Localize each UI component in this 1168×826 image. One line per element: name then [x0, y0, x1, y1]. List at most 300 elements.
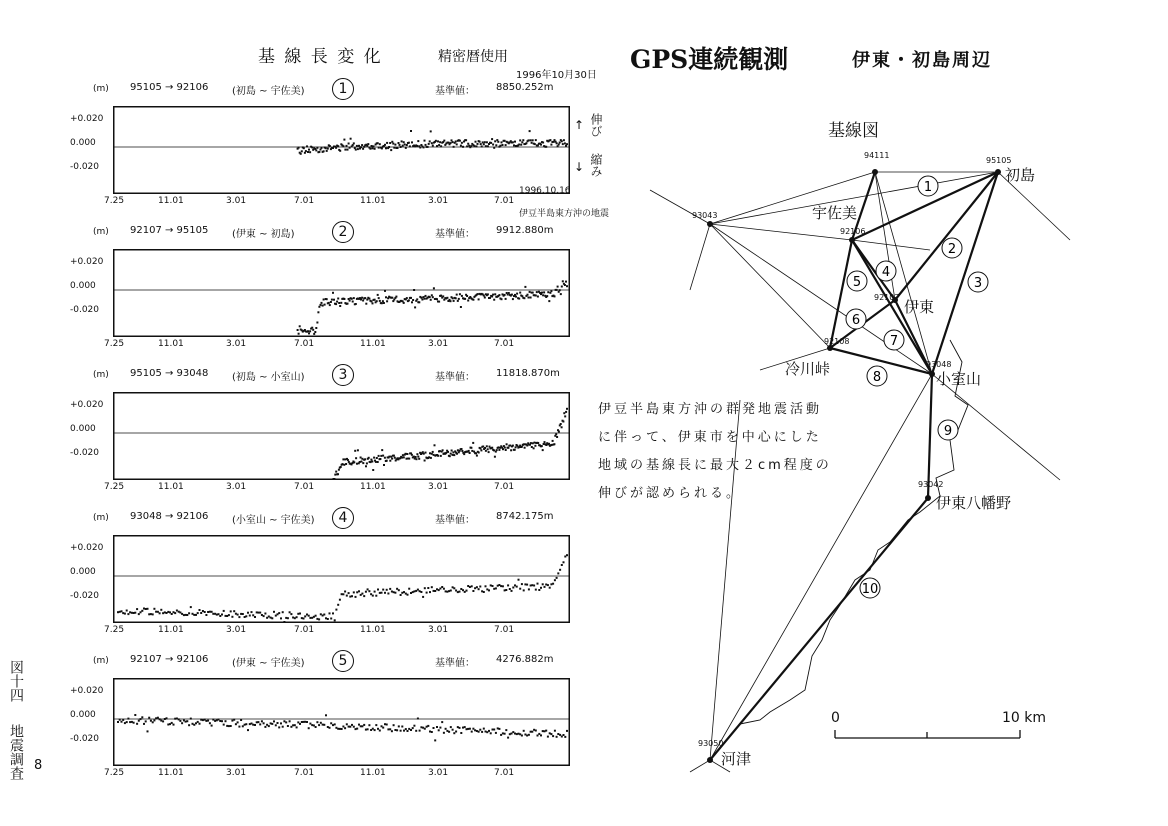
- data-point: [542, 730, 544, 732]
- data-point: [430, 130, 432, 132]
- data-point: [447, 451, 449, 453]
- data-point: [414, 306, 416, 308]
- data-point: [344, 591, 346, 593]
- data-point: [408, 728, 410, 730]
- data-point: [563, 139, 565, 141]
- data-point: [408, 142, 410, 144]
- data-point: [419, 730, 421, 732]
- data-point: [543, 291, 545, 293]
- panel-frame: [114, 679, 570, 766]
- data-point: [423, 146, 425, 148]
- data-point: [493, 729, 495, 731]
- data-point: [352, 144, 354, 146]
- data-point: [465, 139, 467, 141]
- data-point: [562, 421, 564, 423]
- data-point: [318, 151, 320, 153]
- data-point: [307, 330, 309, 332]
- data-point: [147, 608, 149, 610]
- data-point: [410, 130, 412, 132]
- data-point: [433, 727, 435, 729]
- data-point: [204, 611, 206, 613]
- data-point: [391, 297, 393, 299]
- data-point: [377, 142, 379, 144]
- data-point: [547, 291, 549, 293]
- main-title: GPS連続観測: [630, 45, 789, 74]
- data-point: [323, 724, 325, 726]
- data-point: [197, 721, 199, 723]
- data-point: [378, 455, 380, 457]
- data-point: [381, 449, 383, 451]
- data-point: [449, 455, 451, 457]
- data-point: [121, 610, 123, 612]
- data-point: [552, 583, 554, 585]
- line-num-2: [942, 238, 962, 258]
- data-point: [504, 140, 506, 142]
- data-point: [237, 721, 239, 723]
- x-tick-label: 7.01: [494, 482, 515, 492]
- data-point: [548, 300, 550, 302]
- data-point: [548, 443, 550, 445]
- data-point: [479, 729, 481, 731]
- y-tick-label: -0.020: [70, 591, 100, 601]
- data-point: [491, 138, 493, 140]
- data-point: [507, 447, 509, 449]
- y-tick-label: +0.020: [70, 114, 104, 124]
- data-point: [405, 147, 407, 149]
- scale-bar: [835, 730, 1020, 738]
- data-point: [560, 293, 562, 295]
- data-point: [309, 723, 311, 725]
- data-point: [401, 140, 403, 142]
- station-92106: 92106: [840, 227, 866, 236]
- panel-places: (伊東 ~ 宇佐美): [232, 658, 305, 669]
- data-point: [393, 147, 395, 149]
- data-point: [411, 141, 413, 143]
- data-point: [136, 608, 138, 610]
- data-point: [421, 299, 423, 301]
- data-point: [380, 455, 382, 457]
- data-point: [446, 297, 448, 299]
- data-point: [530, 297, 532, 299]
- data-point: [407, 730, 409, 732]
- data-point: [200, 612, 202, 614]
- data-point: [479, 586, 481, 588]
- data-point: [546, 295, 548, 297]
- data-point: [357, 449, 359, 451]
- x-tick-label: 7.25: [104, 339, 125, 349]
- data-point: [289, 611, 291, 613]
- data-point: [474, 587, 476, 589]
- data-point: [471, 450, 473, 452]
- data-point: [429, 452, 431, 454]
- data-point: [382, 589, 384, 591]
- data-point: [478, 731, 480, 733]
- line-num-5: [847, 271, 867, 291]
- data-point: [378, 297, 380, 299]
- panel-baseline: 93048 → 92106: [130, 511, 209, 522]
- data-point: [498, 728, 500, 730]
- data-point: [388, 456, 390, 458]
- data-point: [355, 303, 357, 305]
- report-date: 1996年10月30日: [516, 70, 597, 81]
- data-point: [212, 613, 214, 615]
- data-point: [443, 588, 445, 590]
- data-point: [505, 144, 507, 146]
- down-arrow-icon: ↓: [574, 160, 585, 174]
- x-tick-label: 3.01: [428, 339, 449, 349]
- data-point: [287, 617, 289, 619]
- data-point: [472, 442, 474, 444]
- data-point: [364, 458, 366, 460]
- data-point: [443, 140, 445, 142]
- data-point: [461, 448, 463, 450]
- data-point: [372, 147, 374, 149]
- data-point: [524, 286, 526, 288]
- line-num-10: [860, 578, 880, 598]
- panel-plot: [113, 106, 570, 194]
- data-point: [469, 452, 471, 454]
- data-point: [296, 616, 298, 618]
- station-92108: 92108: [824, 337, 850, 346]
- data-point: [554, 295, 556, 297]
- data-point: [487, 293, 489, 295]
- data-point: [368, 457, 370, 459]
- data-point: [491, 296, 493, 298]
- data-point: [495, 144, 497, 146]
- data-point: [416, 458, 418, 460]
- data-point: [353, 726, 355, 728]
- data-point: [335, 609, 337, 611]
- data-point: [393, 724, 395, 726]
- data-point: [409, 145, 411, 147]
- data-point: [424, 728, 426, 730]
- data-point: [391, 141, 393, 143]
- data-point: [467, 300, 469, 302]
- data-point: [472, 590, 474, 592]
- data-point: [209, 611, 211, 613]
- data-point: [348, 592, 350, 594]
- data-point: [550, 290, 552, 292]
- data-point: [438, 301, 440, 303]
- y-tick-label: 0.000: [70, 424, 96, 434]
- panel-plot: [113, 535, 570, 623]
- data-point: [221, 720, 223, 722]
- data-point: [304, 152, 306, 154]
- data-point: [566, 408, 568, 410]
- y-tick-label: +0.020: [70, 543, 104, 553]
- panel-unit: (m): [93, 513, 109, 523]
- data-point: [259, 612, 261, 614]
- data-point: [488, 451, 490, 453]
- data-point: [373, 145, 375, 147]
- data-point: [362, 300, 364, 302]
- data-point: [356, 463, 358, 465]
- data-point: [557, 733, 559, 735]
- data-point: [502, 585, 504, 587]
- data-point: [160, 609, 162, 611]
- data-point: [479, 141, 481, 143]
- data-point: [334, 474, 336, 476]
- data-point: [324, 304, 326, 306]
- station-marker: [995, 169, 1001, 175]
- data-point: [249, 615, 251, 617]
- data-point: [320, 722, 322, 724]
- data-point: [456, 143, 458, 145]
- data-point: [406, 144, 408, 146]
- data-point: [480, 143, 482, 145]
- data-point: [496, 449, 498, 451]
- data-point: [425, 452, 427, 454]
- x-tick-label: 11.01: [360, 768, 386, 778]
- scale-zero: 0: [831, 710, 840, 726]
- place-hiekawa: 冷川峠: [785, 360, 831, 378]
- data-point: [537, 583, 539, 585]
- place-komuroyama: 小室山: [936, 370, 982, 388]
- x-tick-label: 7.01: [494, 625, 515, 635]
- data-point: [535, 730, 537, 732]
- y-tick-label: 0.000: [70, 281, 96, 291]
- data-point: [162, 720, 164, 722]
- data-point: [445, 728, 447, 730]
- data-point: [358, 145, 360, 147]
- data-point: [476, 586, 478, 588]
- data-point: [561, 426, 563, 428]
- data-point: [412, 299, 414, 301]
- data-point: [318, 618, 320, 620]
- data-point: [366, 462, 368, 464]
- data-point: [388, 146, 390, 148]
- panel-places: (伊東 ~ 初島): [232, 229, 295, 240]
- data-point: [488, 589, 490, 591]
- data-point: [400, 594, 402, 596]
- note-line-2: に伴って、伊東市を中心にした: [598, 430, 822, 445]
- data-point: [407, 594, 409, 596]
- data-point: [486, 445, 488, 447]
- data-point: [204, 719, 206, 721]
- data-point: [226, 725, 228, 727]
- data-point: [315, 615, 317, 617]
- data-point: [408, 588, 410, 590]
- data-point: [296, 726, 298, 728]
- data-point: [383, 302, 385, 304]
- side-vertical-sub: 地震調査: [8, 724, 24, 780]
- data-point: [534, 442, 536, 444]
- data-point: [488, 730, 490, 732]
- data-point: [304, 615, 306, 617]
- data-point: [263, 722, 265, 724]
- data-point: [498, 449, 500, 451]
- data-point: [335, 471, 337, 473]
- panel-frame: [114, 536, 570, 623]
- data-point: [282, 726, 284, 728]
- station-93050: 93050: [698, 739, 724, 748]
- data-point: [485, 145, 487, 147]
- data-point: [450, 590, 452, 592]
- data-point: [315, 726, 317, 728]
- panel-ref-value: 8742.175m: [496, 511, 554, 522]
- data-point: [552, 735, 554, 737]
- y-tick-label: -0.020: [70, 448, 100, 458]
- data-point: [309, 617, 311, 619]
- data-point: [356, 145, 358, 147]
- data-point: [500, 585, 502, 587]
- data-point: [330, 301, 332, 303]
- data-point: [377, 728, 379, 730]
- data-point: [554, 730, 556, 732]
- data-point: [195, 614, 197, 616]
- data-point: [223, 610, 225, 612]
- data-point: [366, 145, 368, 147]
- data-point: [212, 719, 214, 721]
- data-point: [566, 730, 568, 732]
- data-point: [117, 611, 119, 613]
- y-tick-label: +0.020: [70, 400, 104, 410]
- data-point: [477, 143, 479, 145]
- data-point: [242, 613, 244, 615]
- data-point: [420, 297, 422, 299]
- data-point: [540, 144, 542, 146]
- data-point: [415, 456, 417, 458]
- quake-date: 1996.10.16: [519, 186, 571, 196]
- line-num-3: [968, 272, 988, 292]
- data-point: [205, 614, 207, 616]
- data-point: [362, 462, 364, 464]
- data-point: [529, 291, 531, 293]
- data-point: [271, 617, 273, 619]
- data-point: [382, 727, 384, 729]
- x-tick-label: 3.01: [226, 339, 247, 349]
- data-point: [361, 458, 363, 460]
- data-point: [364, 297, 366, 299]
- data-point: [169, 611, 171, 613]
- data-point: [523, 297, 525, 299]
- data-point: [490, 584, 492, 586]
- data-point: [329, 612, 331, 614]
- data-point: [537, 735, 539, 737]
- data-point: [472, 299, 474, 301]
- data-point: [325, 714, 327, 716]
- data-point: [188, 612, 190, 614]
- data-point: [306, 145, 308, 147]
- data-point: [238, 726, 240, 728]
- data-point: [145, 608, 147, 610]
- data-point: [498, 294, 500, 296]
- panel-baseline: 95105 → 92106: [130, 82, 209, 93]
- data-point: [524, 447, 526, 449]
- data-point: [361, 144, 363, 146]
- data-point: [316, 721, 318, 723]
- data-point: [369, 148, 371, 150]
- data-point: [485, 731, 487, 733]
- data-point: [211, 611, 213, 613]
- x-tick-label: 3.01: [428, 196, 449, 206]
- data-point: [401, 457, 403, 459]
- x-tick-label: 7.25: [104, 768, 125, 778]
- data-point: [330, 722, 332, 724]
- data-point: [228, 725, 230, 727]
- data-point: [429, 140, 431, 142]
- data-point: [452, 141, 454, 143]
- data-point: [345, 463, 347, 465]
- data-point: [537, 442, 539, 444]
- data-point: [494, 456, 496, 458]
- data-point: [129, 611, 131, 613]
- data-point: [230, 610, 232, 612]
- data-point: [205, 720, 207, 722]
- data-point: [404, 144, 406, 146]
- data-point: [410, 729, 412, 731]
- data-point: [355, 149, 357, 151]
- data-point: [519, 588, 521, 590]
- data-point: [275, 724, 277, 726]
- data-point: [556, 436, 558, 438]
- data-point: [318, 724, 320, 726]
- data-point: [470, 447, 472, 449]
- data-point: [434, 590, 436, 592]
- data-point: [384, 457, 386, 459]
- data-point: [551, 444, 553, 446]
- data-point: [514, 141, 516, 143]
- data-point: [493, 449, 495, 451]
- data-point: [183, 614, 185, 616]
- line-num-9: [938, 420, 958, 440]
- panel-ref-value: 11818.870m: [496, 368, 560, 379]
- data-point: [307, 151, 309, 153]
- data-point: [353, 461, 355, 463]
- data-point: [504, 733, 506, 735]
- data-point: [455, 731, 457, 733]
- data-point: [432, 145, 434, 147]
- data-point: [320, 613, 322, 615]
- data-point: [401, 726, 403, 728]
- data-point: [231, 720, 233, 722]
- data-point: [522, 139, 524, 141]
- svg-text:4: 4: [881, 265, 891, 280]
- data-point: [396, 729, 398, 731]
- data-point: [159, 612, 161, 614]
- data-point: [298, 333, 300, 335]
- data-point: [547, 584, 549, 586]
- data-point: [531, 446, 533, 448]
- data-point: [505, 449, 507, 451]
- note-line-1: 伊豆半島東方沖の群発地震活動: [598, 402, 823, 417]
- panel-ref-label: 基準値：: [435, 658, 475, 669]
- data-point: [533, 447, 535, 449]
- data-point: [550, 733, 552, 735]
- data-point: [540, 734, 542, 736]
- data-point: [534, 445, 536, 447]
- data-point: [439, 141, 441, 143]
- shrink-label: 縮み: [589, 153, 603, 177]
- data-point: [353, 142, 355, 144]
- data-point: [370, 461, 372, 463]
- data-point: [192, 723, 194, 725]
- data-point: [405, 453, 407, 455]
- data-point: [451, 450, 453, 452]
- y-tick-label: +0.020: [70, 257, 104, 267]
- data-point: [327, 618, 329, 620]
- svg-text:10: 10: [861, 582, 879, 597]
- data-point: [513, 144, 515, 146]
- panel-number-circle: 1: [332, 78, 354, 100]
- line-num-6: [846, 309, 866, 329]
- station-94111: 94111: [864, 151, 890, 160]
- data-point: [459, 140, 461, 142]
- data-point: [478, 588, 480, 590]
- data-point: [387, 593, 389, 595]
- data-point: [124, 613, 126, 615]
- data-point: [398, 589, 400, 591]
